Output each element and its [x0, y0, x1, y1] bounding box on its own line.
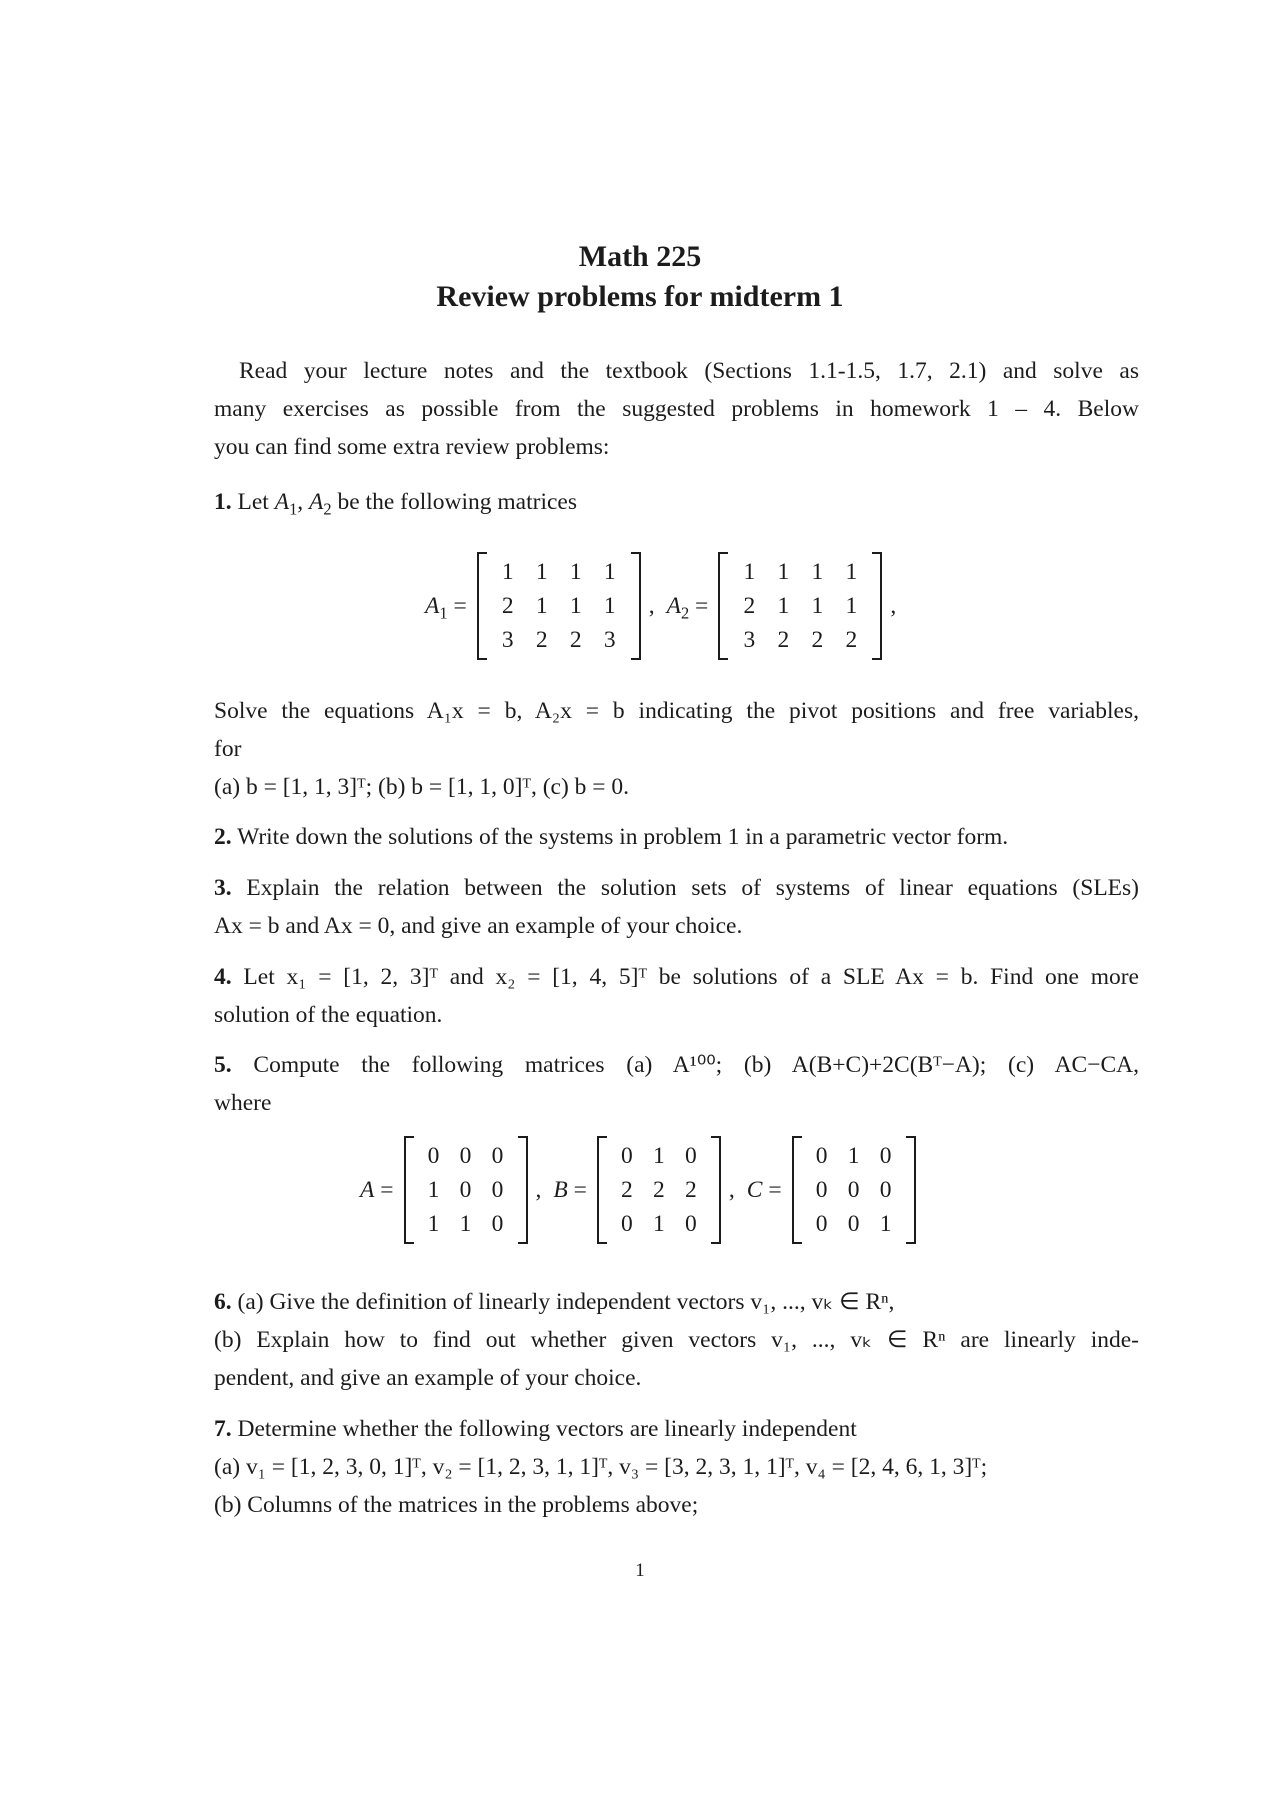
- intro-line-1: Read your lecture notes and the textbook (Sections 1.1-1.5, 1.7, 2.1) and solve as: [239, 358, 1139, 384]
- matrix-cell: 0: [459, 1177, 472, 1203]
- matrix-separator: ,: [535, 1176, 542, 1203]
- matrix-cell: 1: [535, 559, 548, 585]
- intro-paragraph: [214, 352, 1139, 466]
- matrix-cell: 0: [815, 1211, 828, 1237]
- matrix-cell: 1: [535, 593, 548, 619]
- matrix-cell: 0: [491, 1143, 504, 1169]
- matrix-cell: 1: [603, 593, 616, 619]
- problem-3: [214, 869, 1139, 945]
- problem-2-number: 2.: [214, 824, 232, 850]
- matrix-b-label: B =: [553, 1176, 587, 1203]
- matrix-cell: 0: [621, 1211, 633, 1237]
- matrix-cell: 2: [653, 1177, 665, 1203]
- problem-1-a1: A: [274, 489, 290, 515]
- matrix-cell: 1: [845, 593, 858, 619]
- problem-6-number: 6.: [214, 1289, 232, 1315]
- matrix-cell: 3: [743, 627, 756, 653]
- matrix-cell: 0: [847, 1211, 860, 1237]
- matrix-cell: 0: [621, 1143, 633, 1169]
- problem-5-line-2: where: [214, 1090, 272, 1116]
- matrix-cell: 0: [427, 1143, 440, 1169]
- matrix-cell: 2: [845, 627, 858, 653]
- matrix-cell: 1: [777, 559, 790, 585]
- problem-1-parts: (a) b = [1, 1, 3]ᵀ; (b) b = [1, 1, 0]ᵀ, (c) b = 0.: [214, 774, 630, 800]
- matrix-cell: 3: [501, 627, 514, 653]
- problem-6-line-3: pendent, and give an example of your choice.: [214, 1365, 642, 1391]
- matrix-cell: 1: [603, 559, 616, 585]
- matrix-c-label: C =: [746, 1176, 782, 1203]
- problem-3-number: 3.: [214, 875, 232, 901]
- matrix-cell: 2: [777, 627, 790, 653]
- matrix-separator: ,: [728, 1176, 735, 1203]
- matrix-cell: 0: [685, 1211, 697, 1237]
- problem-7: [214, 1410, 1139, 1524]
- problem-1-solve-line-2: for: [214, 736, 242, 762]
- matrix-cell: 3: [603, 627, 616, 653]
- problem-7-line-1: Determine whether the following vectors are linearly independent: [237, 1416, 857, 1442]
- problem-6: [214, 1283, 1139, 1397]
- intro-line-3: you can find some extra review problems:: [214, 434, 610, 460]
- problem-5: [214, 1046, 1139, 1122]
- matrix-cell: 0: [685, 1143, 697, 1169]
- problem-1-text-post: be the following matrices: [331, 489, 577, 515]
- problem-1-a1-sub: 1: [289, 499, 298, 519]
- matrix-cell: 1: [427, 1211, 440, 1237]
- matrix-cell: 0: [879, 1177, 892, 1203]
- matrix-a-label: A =: [360, 1176, 394, 1203]
- problem-1-number: 1.: [214, 489, 232, 515]
- matrix-cell: 1: [653, 1211, 665, 1237]
- matrix-cell: 1: [569, 559, 582, 585]
- matrix-cell: 2: [811, 627, 824, 653]
- matrix-cell: 1: [501, 559, 514, 585]
- problem-5-number: 5.: [214, 1052, 232, 1078]
- matrix-a2-label: $A_2$ =: [666, 592, 709, 623]
- problem-1-a2: A: [309, 489, 324, 515]
- matrix-a1: [477, 552, 641, 660]
- matrix-cell: 0: [491, 1177, 504, 1203]
- matrix-cell: 0: [815, 1143, 828, 1169]
- matrix-cell: 1: [777, 593, 790, 619]
- problem-1-text-pre: Let: [237, 489, 275, 515]
- intro-line-2: many exercises as possible from the suggested problems in homework 1 – 4. Below: [214, 396, 1139, 422]
- problem-4-line-2: solution of the equation.: [214, 1002, 443, 1028]
- page-number: 1: [635, 1560, 645, 1581]
- problem-3-line-1: Explain the relation between the solution sets of systems of linear equations (SLEs): [246, 875, 1139, 901]
- matrix-cell: 1: [847, 1143, 860, 1169]
- matrix-cell: 1: [743, 559, 756, 585]
- document-subtitle: Review problems for midterm 1: [436, 280, 844, 313]
- matrix-cell: 2: [501, 593, 514, 619]
- matrix-cell: 2: [569, 627, 582, 653]
- problem-1-comma: ,: [297, 489, 310, 515]
- problem-4-number: 4.: [214, 964, 232, 990]
- problem-4-line-1: Let x₁ = [1, 2, 3]ᵀ and x₂ = [1, 4, 5]ᵀ be solutions of a SLE Ax = b. Find one more: [243, 964, 1139, 990]
- matrix-c: [792, 1136, 916, 1244]
- problem-6-line-2: (b) Explain how to find out whether given vectors v₁, ..., vₖ ∈ Rⁿ are linearly inde-: [214, 1327, 1139, 1353]
- matrix-cell: 0: [847, 1177, 860, 1203]
- problem-7-line-3: (b) Columns of the matrices in the problems above;: [214, 1492, 699, 1518]
- matrix-separator: ,: [890, 592, 897, 619]
- matrix-cell: 1: [569, 593, 582, 619]
- matrix-cell: 1: [845, 559, 858, 585]
- problem-3-line-2: Ax = b and Ax = 0, and give an example of your choice.: [214, 913, 743, 939]
- problem-1-matrices: [425, 552, 908, 660]
- matrix-cell: 2: [535, 627, 548, 653]
- problem-2: [214, 818, 1139, 856]
- course-title: Math 225: [578, 240, 702, 273]
- problem-6-line-1: (a) Give the definition of linearly independent vectors v₁, ..., vₖ ∈ Rⁿ,: [237, 1289, 895, 1315]
- matrix-a1-label: $A_1$ =: [425, 592, 467, 623]
- problem-1-statement: [214, 483, 1139, 521]
- matrix-a2: [718, 552, 882, 660]
- matrix-cell: 2: [621, 1177, 633, 1203]
- matrix-cell: 0: [491, 1211, 504, 1237]
- matrix-cell: 1: [879, 1211, 892, 1237]
- matrix-cell: 2: [685, 1177, 697, 1203]
- problem-1-solve-line-1: Solve the equations A₁x = b, A₂x = b indicating the pivot positions and free variables,: [214, 698, 1139, 724]
- matrix-cell: 1: [653, 1143, 665, 1169]
- matrix-b: [597, 1136, 721, 1244]
- problem-2-text: Write down the solutions of the systems in problem 1 in a parametric vector form.: [237, 824, 1009, 850]
- matrix-cell: 0: [879, 1143, 892, 1169]
- problem-5-line-1: Compute the following matrices (a) A¹⁰⁰; (b) A(B+C)+2C(Bᵀ−A); (c) AC−CA,: [253, 1052, 1139, 1078]
- matrix-cell: 2: [743, 593, 756, 619]
- matrix-cell: 1: [811, 559, 824, 585]
- problem-1-a2-sub: 2: [323, 499, 332, 519]
- problem-7-line-2: (a) v₁ = [1, 2, 3, 0, 1]ᵀ, v₂ = [1, 2, 3, 1, 1]ᵀ, v₃ = [3, 2, 3, 1, 1]ᵀ, v₄ = [2, 4, 6, 1, 3]ᵀ;: [214, 1454, 988, 1480]
- matrix-a: [404, 1136, 528, 1244]
- matrix-cell: 0: [459, 1143, 472, 1169]
- matrix-cell: 1: [459, 1211, 472, 1237]
- problem-1-instructions: [214, 692, 1139, 806]
- matrix-cell: 1: [427, 1177, 440, 1203]
- matrix-cell: 0: [815, 1177, 828, 1203]
- problem-7-number: 7.: [214, 1416, 232, 1442]
- matrix-cell: 1: [811, 593, 824, 619]
- matrix-separator: ,: [648, 592, 655, 619]
- problem-5-matrices: [360, 1136, 916, 1244]
- problem-4: [214, 958, 1139, 1034]
